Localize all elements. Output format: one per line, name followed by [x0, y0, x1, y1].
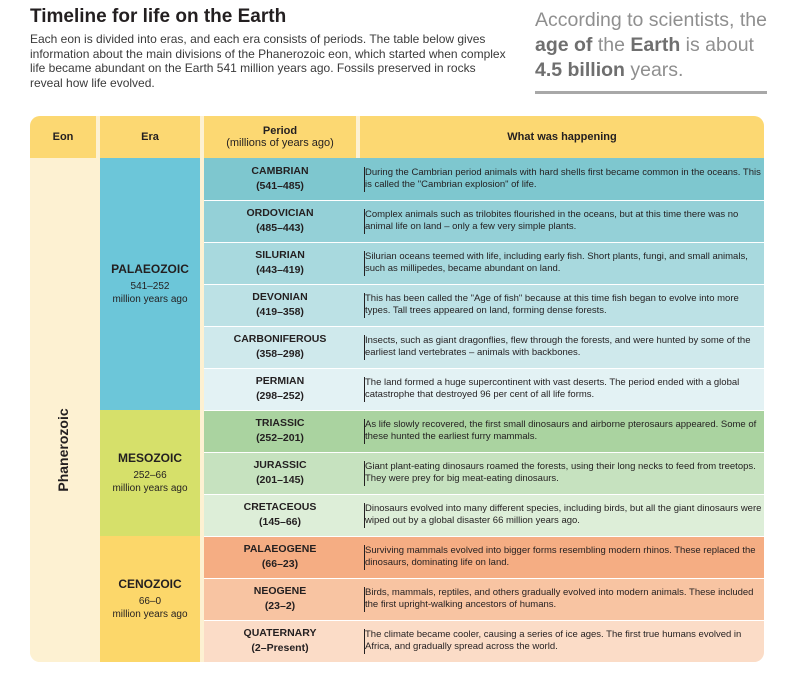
header-happening: What was happening	[360, 116, 764, 158]
row-divider	[204, 410, 764, 411]
header-eon: Eon	[30, 116, 96, 158]
period-range: (298–252)	[256, 390, 304, 402]
description-cell	[356, 368, 764, 410]
fact-text: years.	[624, 59, 684, 81]
period-range: (252–201)	[256, 432, 304, 444]
period-range: (201–145)	[256, 474, 304, 486]
description-text: During the Cambrian period animals with hard shells first became common in the oceans. This is called the "Cambrian explosion" of life.	[364, 167, 764, 192]
era-unit: million years ago	[112, 609, 188, 620]
page-title: Timeline for life on the Earth	[30, 6, 287, 27]
period-cell-ordovician	[204, 200, 356, 242]
description-cell	[356, 200, 764, 242]
description-cell	[356, 578, 764, 620]
era-cell-mesozoic	[100, 410, 200, 536]
period-name: CAMBRIAN	[251, 165, 309, 177]
era-cell-palaeozoic	[100, 158, 200, 410]
fact-bold: age of	[535, 34, 593, 56]
period-cell-quaternary	[204, 620, 356, 662]
period-name: CRETACEOUS	[243, 501, 317, 513]
era-name: MESOZOIC	[117, 451, 182, 465]
period-range: (66–23)	[261, 558, 299, 570]
period-cell-neogene	[204, 578, 356, 620]
period-cell-devonian	[204, 284, 356, 326]
era-cell-cenozoic	[100, 536, 200, 662]
period-range: (2–Present)	[251, 642, 309, 654]
description-text: Insects, such as giant dragonflies, flew through the forests, and were hunted by some of the earliest land vertebrates – animals with backbones.	[364, 335, 764, 360]
description-text: This has been called the "Age of fish" because at this time fish began to evolve into more types. Tall trees appeared on land, forming dense forests.	[364, 293, 764, 318]
header-period	[204, 116, 356, 158]
era-range: 252–66	[133, 470, 167, 481]
period-name: QUATERNARY	[243, 627, 317, 639]
description-cell	[356, 326, 764, 368]
description-text: The land formed a huge supercontinent with vast deserts. The period ended with a global catastrophe that destroyed 96 per cent of all life forms.	[364, 377, 764, 402]
fact-text: According to scientists, the	[535, 9, 767, 31]
row-divider	[204, 242, 764, 243]
description-cell	[356, 452, 764, 494]
intro-text: Each eon is divided into eras, and each era consists of periods. The table below gives information about the main divisions of the Phanerozoic eon, which started when complex life became abundant on the Earth 541 million years ago. Fossils preserved in rocks reveal how life evolved.	[30, 32, 506, 90]
eon-label: Phanerozoic	[55, 408, 71, 492]
row-divider	[204, 284, 764, 285]
description-text: The climate became cooler, causing a series of ice ages. The first true humans evolved in Africa, and gradually spread across the world.	[364, 629, 764, 654]
row-divider	[204, 536, 764, 537]
period-range: (358–298)	[256, 348, 304, 360]
period-name: JURASSIC	[253, 459, 307, 471]
period-name: TRIASSIC	[255, 417, 305, 429]
description-text: Giant plant-eating dinosaurs roamed the forests, using their long necks to feed from treetops. They were prey for big meat-eating dinosaurs.	[364, 461, 764, 486]
description-cell	[356, 410, 764, 452]
description-text: Birds, mammals, reptiles, and others gradually evolved into modern animals. These included the first upright-walking ancestors of humans.	[364, 587, 764, 612]
era-name: PALAEOZOIC	[111, 262, 189, 276]
period-name: NEOGENE	[253, 585, 307, 597]
period-name: PALAEOGENE	[243, 543, 317, 555]
description-text: Surviving mammals evolved into bigger forms resembling modern rhinos. These replaced the dinosaurs, dominating life on land.	[364, 545, 764, 570]
row-divider	[204, 368, 764, 369]
period-range: (485–443)	[256, 222, 304, 234]
description-cell	[356, 158, 764, 200]
fact-bold: 4.5 billion	[535, 59, 625, 81]
period-cell-palaeogene	[204, 536, 356, 578]
description-text: Silurian oceans teemed with life, including early fish. Short plants, fungi, and small animals, such as millipedes, became abundant on land.	[364, 251, 764, 276]
description-cell	[356, 494, 764, 536]
row-divider	[204, 578, 764, 579]
description-cell	[356, 242, 764, 284]
description-cell	[356, 284, 764, 326]
period-cell-permian	[204, 368, 356, 410]
description-text: As life slowly recovered, the first small dinosaurs and airborne pterosaurs appeared. Some of these hunted the earliest furry mammals.	[364, 419, 764, 444]
description-cell	[356, 620, 764, 662]
row-divider	[204, 494, 764, 495]
period-cell-cambrian	[204, 158, 356, 200]
era-range: 66–0	[138, 596, 162, 607]
header-era: Era	[100, 116, 200, 158]
timeline-table	[30, 116, 764, 662]
header-period-sub: (millions of years ago)	[226, 137, 334, 149]
fact-bold: Earth	[630, 34, 681, 56]
row-divider	[204, 620, 764, 621]
period-cell-triassic	[204, 410, 356, 452]
description-text: Dinosaurs evolved into many different species, including birds, but all the giant dinosaurs were wiped out by a global disaster 66 million years ago.	[364, 503, 764, 528]
period-name: SILURIAN	[255, 249, 305, 261]
period-name: PERMIAN	[255, 375, 305, 387]
period-cell-carboniferous	[204, 326, 356, 368]
era-unit: million years ago	[112, 483, 188, 494]
row-divider	[204, 452, 764, 453]
period-cell-silurian	[204, 242, 356, 284]
era-unit: million years ago	[112, 294, 188, 305]
fact-text: is about	[680, 34, 754, 56]
fact-box	[535, 8, 767, 94]
header-period-label: Period	[262, 125, 298, 137]
period-range: (443–419)	[256, 264, 304, 276]
era-range: 541–252	[130, 281, 170, 292]
description-cell	[356, 536, 764, 578]
period-cell-cretaceous	[204, 494, 356, 536]
period-name: DEVONIAN	[252, 291, 308, 303]
period-range: (23–2)	[264, 600, 296, 612]
row-divider	[204, 200, 764, 201]
period-cell-jurassic	[204, 452, 356, 494]
fact-text: the	[592, 34, 631, 56]
era-name: CENOZOIC	[118, 577, 182, 591]
eon-cell	[30, 158, 96, 662]
period-name: ORDOVICIAN	[246, 207, 314, 219]
description-text: Complex animals such as trilobites flourished in the oceans, but at this time there was no animal life on land – only a few very simple plants.	[364, 209, 764, 234]
row-divider	[204, 326, 764, 327]
period-range: (145–66)	[258, 516, 302, 528]
period-name: CARBONIFEROUS	[233, 333, 327, 345]
period-range: (541–485)	[256, 180, 304, 192]
period-range: (419–358)	[256, 306, 304, 318]
